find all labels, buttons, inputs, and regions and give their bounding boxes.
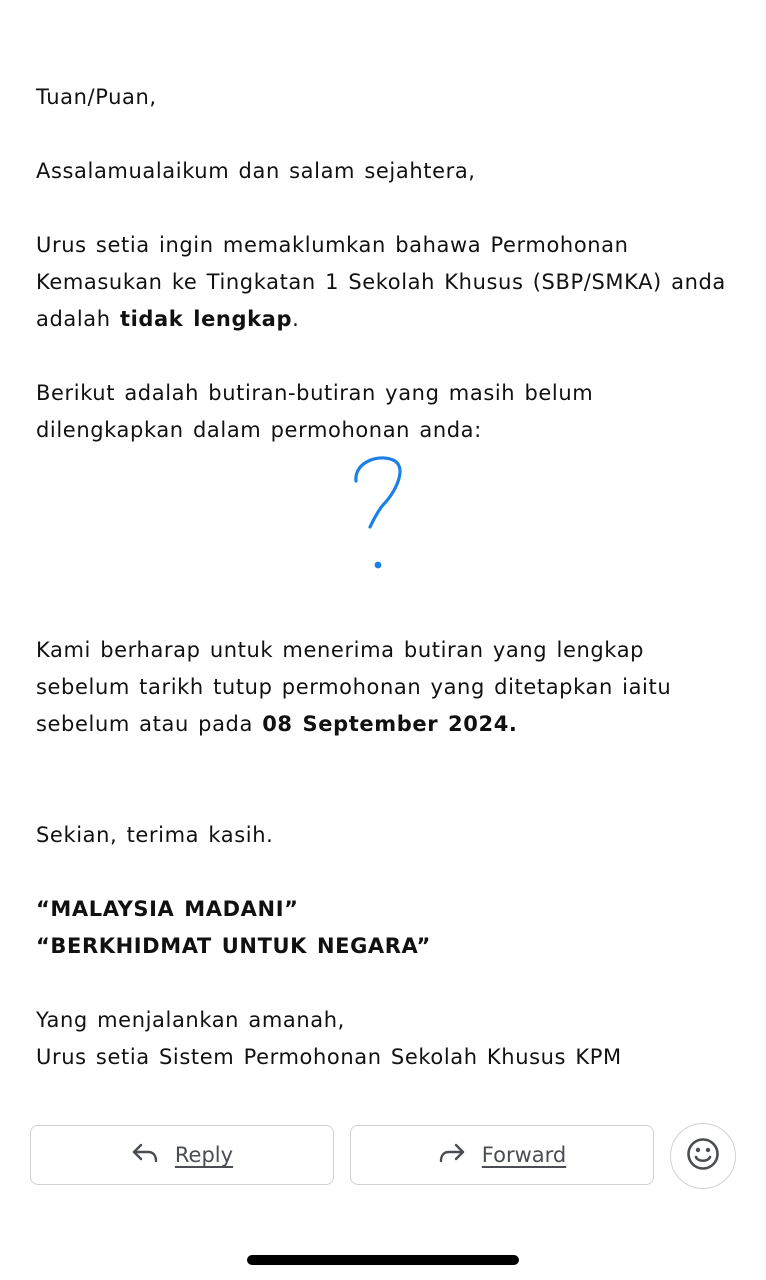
motto-2 [36,928,736,965]
motto-2-text: “BERKHIDMAT UNTUK NEGARA” [36,934,431,958]
reply-button[interactable] [30,1125,334,1185]
question-mark-scribble [36,449,736,632]
question-mark-drawing [349,455,409,585]
incomplete-status: tidak lengkap [119,307,293,331]
home-indicator[interactable] [247,1255,519,1265]
paragraph-incomplete [36,227,736,338]
email-actions [30,1125,736,1189]
greeting: Tuan/Puan, [36,85,157,109]
deadline-date: 08 September 2024. [262,712,518,736]
email-body [36,79,736,1076]
signature-line-2: Urus setia Sistem Permohonan Sekolah Khusus KPM [36,1045,622,1069]
forward-arrow-icon [438,1142,466,1169]
paragraph-incomplete-text: Urus setia ingin memaklumkan bahawa Permohonan Kemasukan ke Tingkatan 1 Sekolah Khusus (SBP/SMKA) anda adalah [36,233,726,331]
smiley-face-icon [686,1137,720,1175]
emoji-reaction-button[interactable] [670,1123,736,1189]
motto-1 [36,891,736,928]
reply-label: Reply [174,1143,234,1167]
paragraph-details: Berikut adalah butiran-butiran yang masih belum dilengkapkan dalam permohonan anda: [36,381,594,442]
forward-label: Forward [481,1143,567,1167]
motto-1-text: “MALAYSIA MADANI” [36,897,299,921]
forward-button[interactable] [350,1125,654,1185]
paragraph-incomplete-end: . [292,307,300,331]
closing: Sekian, terima kasih. [36,823,274,847]
salutation: Assalamualaikum dan salam sejahtera, [36,159,476,183]
paragraph-deadline-text: Kami berharap untuk menerima butiran yang lengkap sebelum tarikh tutup permohonan yang ditetapkan iaitu sebelum atau pada [36,638,672,736]
paragraph-deadline [36,632,736,743]
reply-arrow-icon [131,1142,159,1169]
signature-line-1: Yang menjalankan amanah, [36,1008,345,1032]
